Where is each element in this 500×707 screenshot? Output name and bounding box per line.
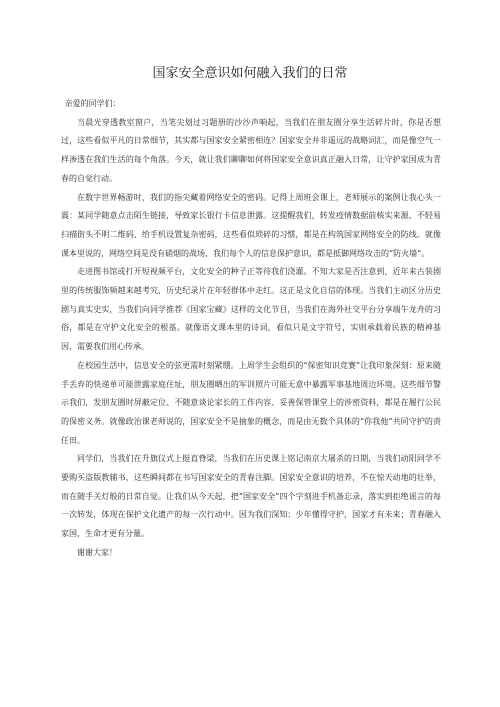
page-title: 国家安全意识如何融入我们的日常 [152,66,348,81]
paragraph-intro: 当晨光穿透教室窗户，当笔尖划过习题册的沙沙声响起，当我们在朋友圈分享生活碎片时，你是否想过，这些看似平凡的日常细节，其实都与国家安全紧密相连？国家安全并非遥远的战略词汇，而是像空气一样渗透在我们生活的每个角落。今天，就让我们聊聊如何将国家安全意识真正融入日常，让守护家国成为青春的自觉行动。 [61,117,441,183]
speech-body [61,95,441,563]
paragraph-conclusion: 同学们，当我们在升旗仪式上挺直脊梁，当我们在历史课上铭记南京大屠杀的日期，当我们动阳同学不要购买盗版教辅书，这些瞬间都在书写国家安全的青春注脚。国家安全意识的培养，不在惊天动地的壮举，而在随手关灯般的日常自觉。让我们从今天起，把“国家安全”四个字刻进手机备忘录，落实到拒绝谣言的每一次转发，体现在保护文化遗产的每一次行动中。因为我们深知：少年懂得守护，国家才有未来；青春融入家国，生命才更有分量。 [61,454,441,539]
paragraph-information-security: 在校园生活中，信息安全的弦更需时刻紧绷。上周学生会组织的“保密知识竞赛”让我印象深刻：原来随手丢弃的快递单可能泄露家庭住址，朋友圈晒出的军训照片可能无意中暴露军事基地周边环境。这些细节警示我们，发朋友圈时屏蔽定位、不随意谈论家长的工作内容、妥善保管课堂上的涉密资料，都是在履行公民的保密义务。就像政治课老师说的，国家安全不是抽象的概念，而是由无数个具体的“你我他”共同守护的责任田。 [61,360,441,445]
paragraph-network-security: 在数字世界畅游时，我们的指尖藏着网络安全的密码。记得上周班会课上，老师展示的案例让我心头一震：某同学随意点击陌生链接，导致家长银行卡信息泄露。这提醒我们，转发疫情数据前核实来源、不轻易扫描街头不明二维码、给手机设置复杂密码，这些看似琐碎的习惯，都是在构筑国家网络安全的防线。就像课本里说的，网络空间是没有硝烟的战场，我们每个人的信息保护意识，都是抵御网络攻击的“防火墙”。 [61,192,441,258]
greeting-line: 亲爱的同学们： [64,99,121,108]
closing-line: 谢谢大家！ [77,547,117,557]
paragraph-cultural-security: 走进图书馆或打开短视频平台，文化安全的种子正等待我们浇灌。不知大家是否注意到，近年来古装剧里的传统服饰频越来越考究，历史纪录片在年轻群体中走红。这正是文化自信的体现。当我们主动区分历史剧与真实史实，当我们向同学推荐《国家宝藏》这样的文化节目，当我们在海外社交平台分享端午龙舟的习俗，都是在守护文化安全的根基。就像语文课本里的诗词，看似只是文字符号，实则承载着民族的精神基因，需要我们用心传承。 [61,267,441,352]
